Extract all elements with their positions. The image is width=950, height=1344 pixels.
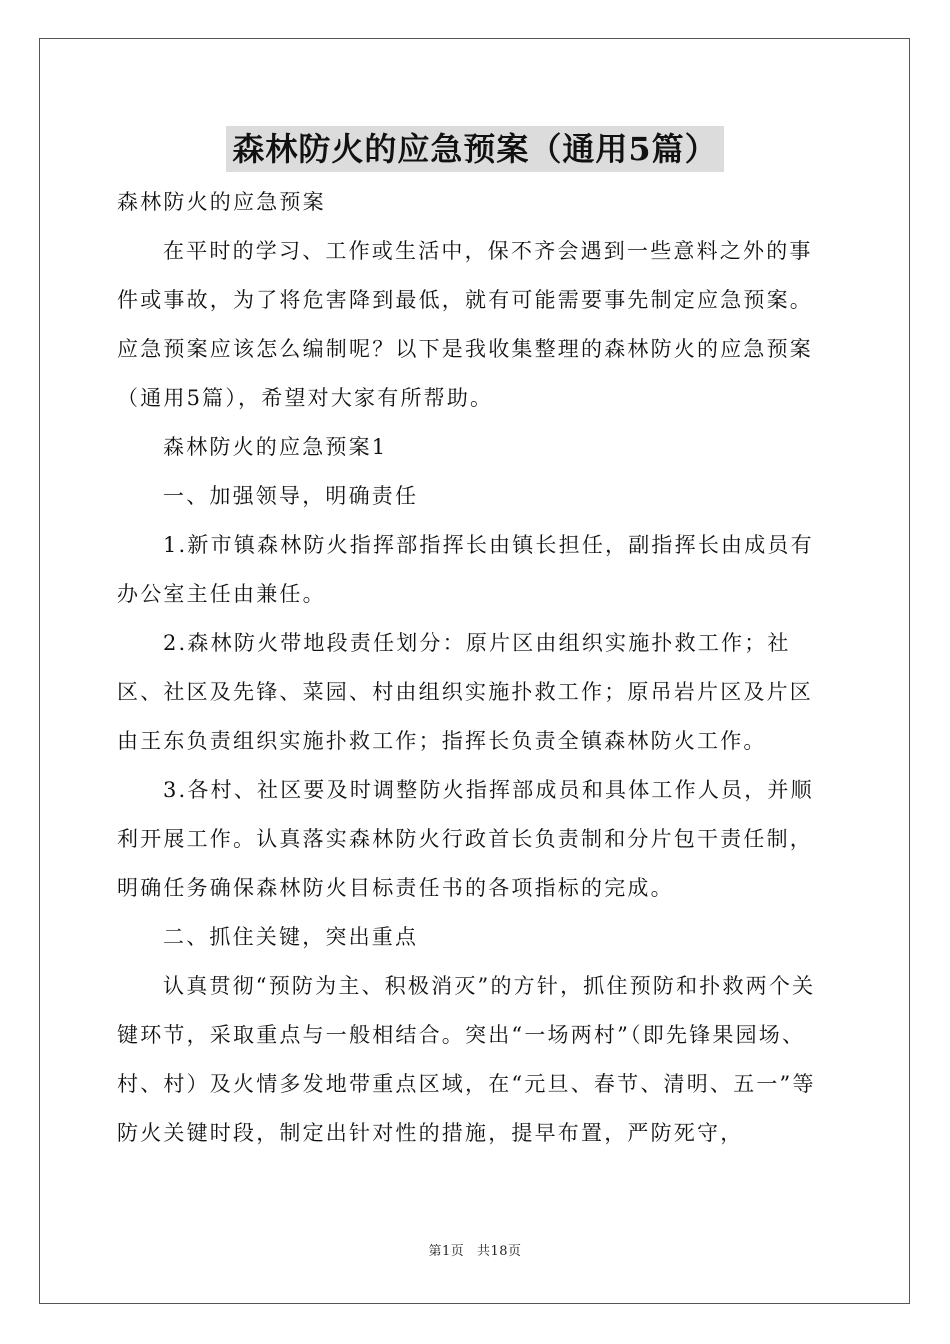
body-paragraph: 2.森林防火带地段责任划分：原片区由组织实施扑救工作；社区、社区及先锋、菜园、村由组织实施扑救工作；原吊岩片区及片区由王东负责组织实施扑救工作；指挥长负责全镇森林防火工作。 (117, 631, 813, 753)
subsection-heading: 一、加强领导，明确责任 (163, 484, 419, 508)
document-subtitle: 森林防火的应急预案 (117, 190, 326, 214)
page-total: 共18页 (476, 1244, 522, 1259)
subsection-heading: 二、抓住关键，突出重点 (163, 925, 419, 949)
section-heading: 森林防火的应急预案1 (163, 435, 388, 459)
intro-paragraph: 在平时的学习、工作或生活中，保不齐会遇到一些意料之外的事件或事故，为了将危害降到最低，就有可能需要事先制定应急预案。应急预案应该怎么编制呢？以下是我收集整理的森林防火的应急预案（通用5篇），希望对大家有所帮助。 (117, 239, 813, 410)
title-container (0, 126, 950, 172)
document-body (117, 178, 835, 1158)
body-paragraph: 1.新市镇森林防火指挥部指挥长由镇长担任，副指挥长由成员有办公室主任由兼任。 (117, 533, 814, 606)
page-footer (0, 1240, 950, 1259)
document-title: 森林防火的应急预案（通用5篇） (226, 126, 723, 172)
body-paragraph: 3.各村、社区要及时调整防火指挥部成员和具体工作人员，并顺利开展工作。认真落实森林防火行政首长负责制和分片包干责任制，明确任务确保森林防火目标责任书的各项指标的完成。 (117, 778, 814, 900)
page-number: 第1页 (428, 1244, 465, 1259)
body-paragraph: 认真贯彻“预防为主、积极消灭”的方针，抓住预防和扑救两个关键环节，采取重点与一般相结合。突出“一场两村”（即先锋果园场、村、村）及火情多发地带重点区域，在“元旦、春节、清明、五一”等防火关键时段，制定出针对性的措施，提早布置，严防死守， (117, 974, 816, 1145)
